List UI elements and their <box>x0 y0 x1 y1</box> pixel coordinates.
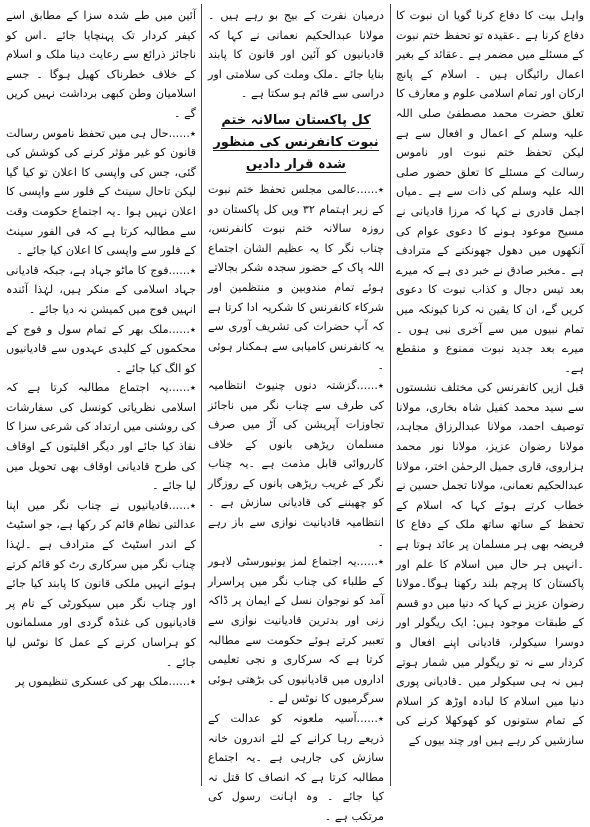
paragraph: درمیان نفرت کے بیج بو رہے ہیں ۔مولانا عبدالحکیم نعمانی نے کہا کہ قادیانیوں کو آئین اور قانون کا پابند بنایا جائے ۔ملک وملت کی سلامتی اور دراسی سے قائم ہو سکتا ہے ۔ <box>208 9 384 101</box>
paragraph: ٭......عالمی مجلس تحفظ ختم نبوت کے زیر اہتمام ۳۲ ویں کل پاکستان دو روزہ سالانہ ختم نبوت کانفرنس، چناب نگر کا یہ عظیم الشان اجتماع اللہ پاک کے حضور سجدہ شکر بجالاتے ہوئے تمام مندوبین و منتظمین اور شرکاء کانفرنس کا شکریہ ادا کرتا ہے کہ آپ حضرات کی تشریف آوری سے یہ کانفرنس کامیابی سے ہمکنار ہوئی ۔ <box>208 182 384 373</box>
paragraph: واہل بیت کا دفاع کرنا گویا ان نبوت کا دفاع کرنا ہے ۔عقیدہ تو تحفظ ختم نبوت کے مسئلے میں مضمر ہے ۔عقائد کے بغیر اعمال رائیگاں ہیں ۔ اسلام کے پانچ ارکان اور تمام اسلامی علوم و معارف کا تعلق حضرت محمد مصطفیٰ صلی اللہ علیہ وسلم کے اعمال و افعال سے ہے لیکن تحفظ ختم نبوت اور ناموس رسالت کے مسئلے کا تعلق حضور صلی اللہ علیہ وسلم کی ذات سے ہے ۔میاں اجمل قادری نے کہا کہ مرزا قادیانی نے مسیح موعود ہونے کا دعوی عوام کی آنکھوں میں دھول جھونکنے کے مترادف ہے ۔مخبر صادق نے خبر دی ہے کہ میرے بعد تیس دجال و کذاب نبوت کا دعوی کریں گے، ان کا یقین نہ کرنا کیونکہ میں تمام نبیوں میں سے آخری نبی ہوں ۔میرے بعد جدید نبوت ممنوع و منقطع ہے۔ <box>396 9 584 375</box>
paragraph: ٭......فوج کا ماٹو جہاد ہے، جبکہ قادیانی جہاد اسلامی کے منکر ہیں، لہٰذا آئندہ انہیں فوج میں کمیشن نہ دیا جائے ۔ <box>6 263 196 316</box>
column-divider <box>201 4 202 786</box>
paragraph: ٭......یہ اجتماع مطالبہ کرتا ہے کہ اسلامی نظریاتی کونسل کی سفارشات کی روشنی میں ارتداد کی شرعی سزا کا نفاذ کیا جائے اور دیگر اقلیتوں کے اوقاف کی طرح قادیانی اوقاف بھی تحویل میں لیا جائے ۔ <box>6 381 196 493</box>
column-middle <box>208 6 384 823</box>
paragraph: ٭......ملک بھر کی عسکری تنظیموں پر <box>15 675 196 689</box>
section-heading <box>208 110 384 176</box>
paragraph: ٭......گزشتہ دنوں چنیوٹ انتظامیہ کی طرف سے چناب نگر میں ناجائز تجاوزات آپریشن کی آڑ میں صرف مسلمان ریڑھی بانوں کے خلاف کارروائی قابل مذمت ہے ۔یہ چناب نگر کے غریب ریڑھی بانوں کے روزگار کو چھیننے کی قادیانی سازش ہے ۔انتظامیہ قادیانیت نوازی سے باز رہے ۔ <box>208 378 384 549</box>
paragraph: ٭......آسیہ ملعونہ کو عدالت کے ذریعے رہا کرانے کے لئے اندرون خانہ سازش کی جارہی ہے ۔یہ اجتماع مطالبہ کرتا ہے کہ انصاف کا قتل نہ کیا جائے ۔ وہ اہانت رسول کی مرتکب ہے ۔ <box>208 712 384 823</box>
paragraph: قبل ازیں کانفرنس کی مختلف نشستوں سے سید محمد کفیل شاہ بخاری، مولانا توصیف احمد، مولانا عبدالرزاق مجاہد، مولانا رضوان عزیز، مولانا نور محمد ہزاروی، قاری جمیل الرحمٰن اختر، مولانا عبدالحکیم نعمانی، مولانا تجمل حسین نے خطاب کرتے ہوئے کہا کہ اسلام کے تحفظ کے ساتھ ساتھ ملک کے دفاع کا فریضہ بھی ہر مسلمان پر عائد ہوتا ہے ۔انہیں ہر حال میں اسلام کا علم اور پاکستان کا پرچم بلند رکھنا ہوگا۔مولانا رضوان عزیز نے کہا کہ دنیا میں دو قسم کے طبقات موجود ہیں: ایک ریگولر اور دوسرا سیکولر، قادیانی اپنے افعال و کردار سے نہ تو ریگولر میں شمار ہوتے ہیں نہ ہی سیکولر میں ۔قادیانی پوری دنیا میں اسلام کا لبادہ اوڑھ کر اسلام کے تمام ستونوں کو کھوکھلا کرنے کی سازشیں کر رہے ہیں اور چند بیوں کے <box>396 381 584 747</box>
paragraph: ٭......یہ اجتماع لمز یونیورسٹی لاہور کے طلباء کی چناب نگر میں پراسرار آمد کو نوجوان نسل کے ایمان پر ڈاکہ زنی اور بدترین قادیانیت نوازی سے تعبیر کرتے ہوئے حکومت سے مطالبہ کرتا ہے کہ سرکاری و نجی تعلیمی اداروں میں قادیانیوں کی بڑھتی ہوئی سرگرمیوں کا نوٹس لے ۔ <box>208 555 384 706</box>
column-divider <box>390 4 391 786</box>
column-left <box>6 6 196 786</box>
paragraph: ٭......قادیانیوں نے چناب نگر میں اپنا عدالتی نظام قائم کر رکھا ہے، جو اسٹیٹ کے اندر اسٹیٹ کے مترادف ہے ۔لہٰذا چناب نگر میں سرکاری رٹ کو قائم کرتے ہوئے انہیں ملکی قانون کا پابند کیا جائے اور چناب نگر میں سیکورٹی کے نام پر قادیانیوں کی غنڈہ گردی اور مسلمانوں کو ہراساں کرنے کے عمل کا نوٹس لیا جائے ۔ <box>6 498 196 669</box>
paragraph: ٭......حال ہی میں تحفظ ناموس رسالت قانون کو غیر مؤثر کرنے کی کوشش کی گئی، جس کی واپسی کا اعلان تو کیا گیا لیکن تاحال سینٹ کے فلور سے واپسی کا اعلان نہیں ہوا ۔یہ اجتماع حکومت وقت سے مطالبہ کرتا ہے کہ فی الفور سینٹ کے فلور سے واپسی کا اعلان کیا جائے ۔ <box>6 126 196 258</box>
section-heading-text: کل پاکستان سالانہ ختم نبوت کانفرنس کی منظور شدہ قرار دادیں <box>213 112 379 172</box>
column-right <box>396 6 584 786</box>
paragraph: ٭......ملک بھر کے تمام سول و فوج کے محکموں کے کلیدی عہدوں سے قادیانیوں کو الگ کیا جائے ۔ <box>6 322 196 375</box>
paragraph: آئین میں طے شدہ سزا کے مطابق اسے کیفر کردار تک پہنچایا جائے ۔اس کو ناجائز ذرائع سے رعایت دینا ملک و اسلام کے خلاف خطرناک کھیل ہوگا ۔ جسے اسلامیان وطن کبھی برداشت نہیں کریں گے ۔ <box>6 9 196 120</box>
